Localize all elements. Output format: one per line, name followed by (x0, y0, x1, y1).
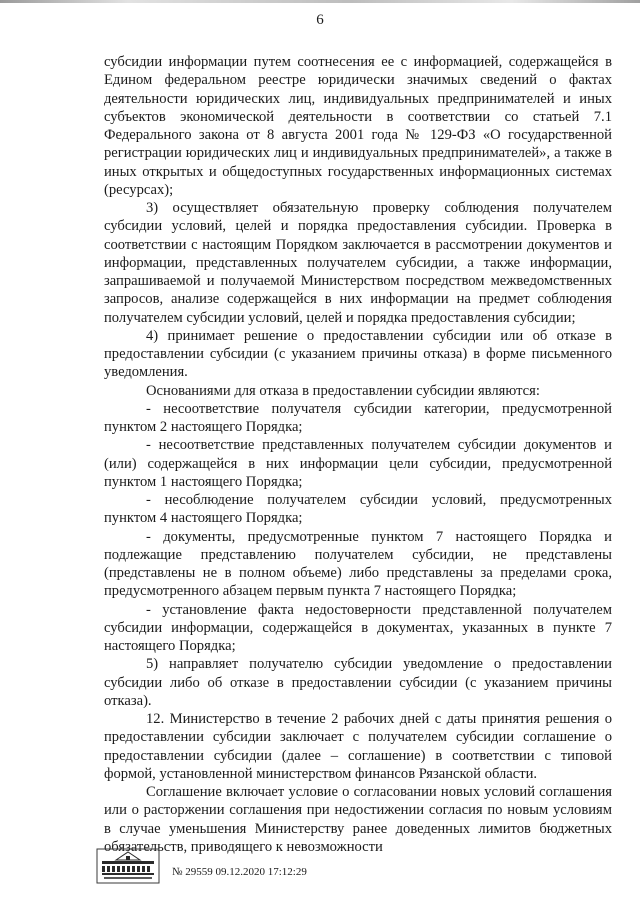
paragraph-item-5: 5) направляет получателю субсидии уведомление о предоставлении субсидии либо об отказе в предоставлении субсидии (с указанием причины отказа). (104, 656, 612, 709)
list-item-ground-3: - несоблюдение получателем субсидии условий, предусмотренных пунктом 4 настоящего Порядка; (104, 492, 612, 527)
paragraph-agreement-terms: Соглашение включает условие о согласовании новых условий соглашения или о расторжении соглашения при недостижении согласия по новым условиям в случае уменьшения Министерству ранее доведенных лимитов бюджетных обязательств, приводящего к невозможности (104, 784, 612, 855)
paragraph-continuation: субсидии информации путем соотнесения ее с информацией, содержащейся в Едином федеральном реестре юридически значимых сведений о фактах деятельности юридических лиц, индивидуальных предпринимателей и иных субъектов экономической деятельности в соответствии со статьей 7.1 Федерального закона от 8 августа 2001 года № 129-ФЗ «О государственной регистрации юридических лиц и индивидуальных предпринимателей», а также в иных открытых и общедоступных государственных информационных системах (ресурсах); (104, 54, 612, 198)
paragraph-item-3: 3) осуществляет обязательную проверку соблюдения получателем субсидии условий, целей и порядка предоставления субсидии. Проверка в соответствии с настоящим Порядком заключается в рассмотрении документов и информации, представленных получателем субсидии, а также информации, запрашиваемой и получаемой Министерством посредством межведомственных запросов, анализе содержащейся в них информации на предмет соблюдения получателем субсидии условий, целей и порядка предоставления субсидии; (104, 200, 612, 326)
list-item-ground-1: - несоответствие получателя субсидии категории, предусмотренной пунктом 2 настоящего Порядка; (104, 400, 612, 435)
registry-stamp-icon (96, 848, 160, 884)
paragraph-item-4: 4) принимает решение о предоставлении субсидии или об отказе в предоставлении субсидии (с указанием причины отказа) в форме письменного уведомления. (104, 327, 612, 381)
page-number: 6 (316, 12, 324, 28)
list-item-ground-5: - установление факта недостоверности представленной получателем субсидии информации, содержащейся в документах, указанных в пункте 7 настоящего Порядка; (104, 601, 612, 654)
list-item-ground-2: - несоответствие представленных получателем субсидии документов и (или) содержащейся в них информации цели субсидии, предусмотренной пунктом 1 настоящего Порядка; (104, 437, 612, 490)
registration-number: № 29559 09.12.2020 17:12:29 (172, 866, 307, 878)
document-footer (96, 848, 426, 888)
scan-top-edge (0, 0, 640, 3)
paragraph-refusal-grounds: Основаниями для отказа в предоставлении субсидии являются: (146, 382, 540, 399)
document-body (104, 53, 612, 856)
paragraph-section-12: 12. Министерство в течение 2 рабочих дней с даты принятия решения о предоставлении субсидии заключает с получателем субсидии соглашение о предоставлении субсидии (далее – соглашение) в соответствии с типовой формой, установленной министерством финансов Рязанской области. (104, 711, 612, 782)
list-item-ground-4: - документы, предусмотренные пунктом 7 настоящего Порядка и подлежащие представлению получателем субсидии, не представлены (представлены не в полном объеме) либо представлены за пределами срока, предусмотренного абзацем первым пункта 7 настоящего Порядка; (104, 528, 612, 600)
